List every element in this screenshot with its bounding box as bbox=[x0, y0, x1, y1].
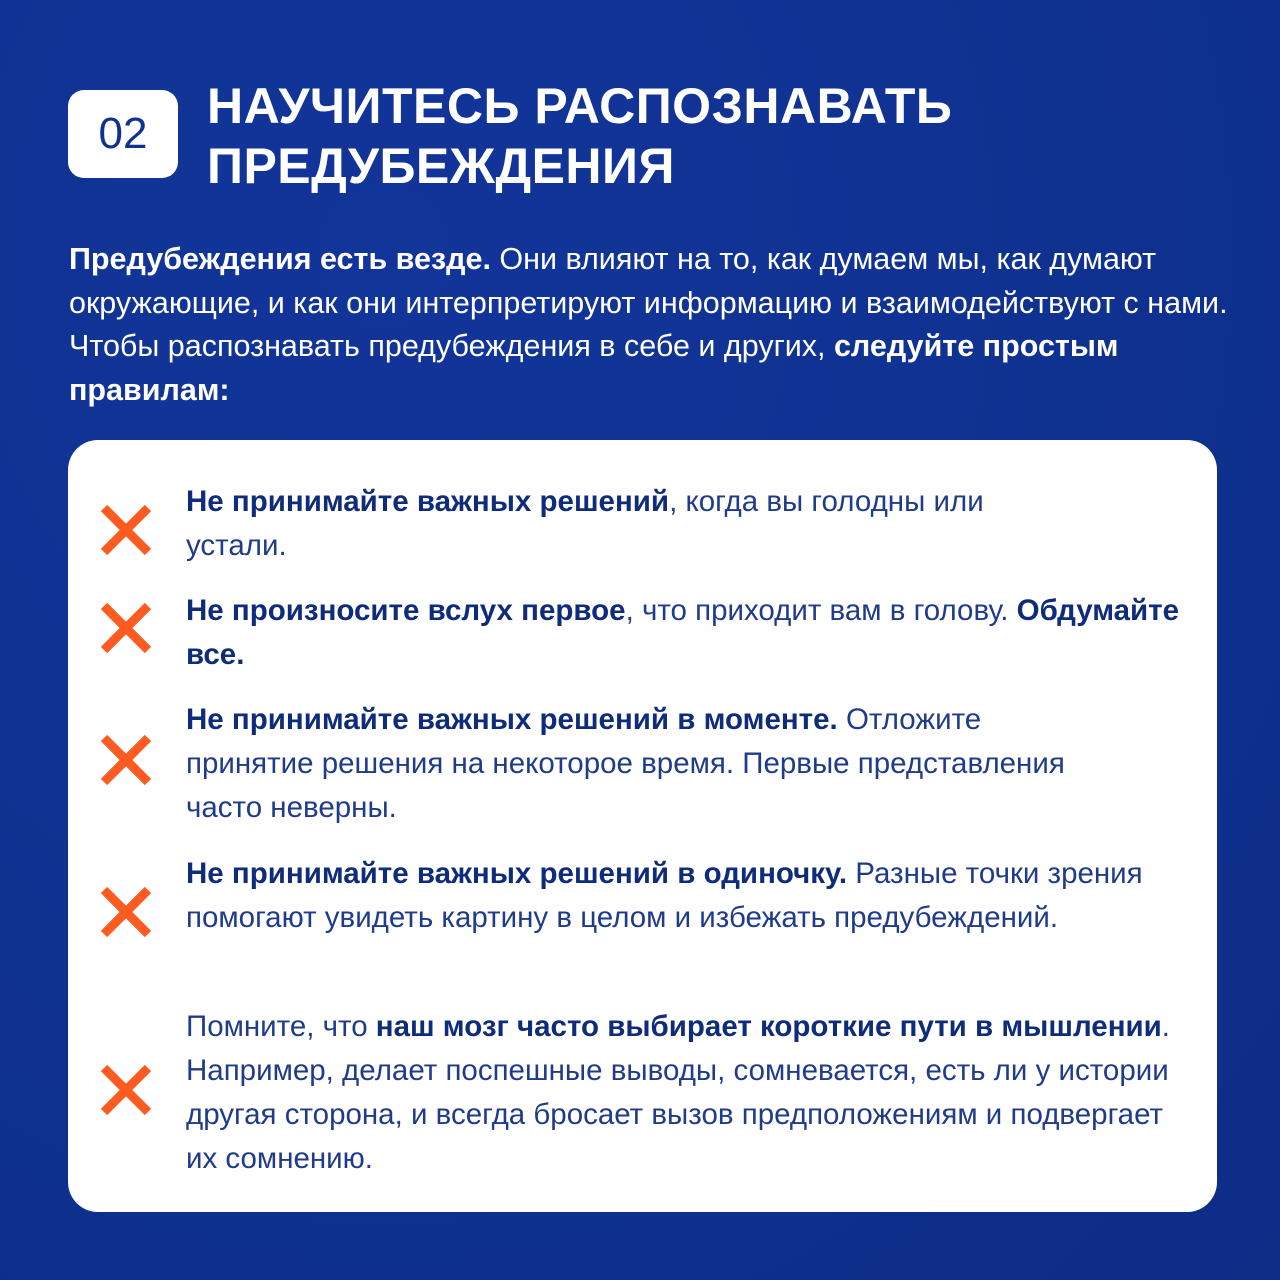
rule-text-3: Не принимайте важных решений в моменте. Отложите принятие решения на некоторое время. Первые представления часто неверны. bbox=[186, 703, 1065, 824]
section-number-badge bbox=[68, 90, 178, 178]
rule-text-4: Не принимайте важных решений в одиночку. Разные точки зрения помогают увидеть картину в целом и избежать предубеждений. bbox=[186, 857, 1143, 934]
cross-icon bbox=[98, 1062, 154, 1118]
cross-icon bbox=[98, 600, 154, 656]
cross-icon bbox=[98, 732, 154, 788]
rule-text-5: Помните, что наш мозг часто выбирает короткие пути в мышлении. Например, делает поспешные выводы, сомневается, есть ли у истории другая сторона, и всегда бросает вызов предположениям и подвергает их сомнению. bbox=[186, 1010, 1170, 1175]
page-title-line-1: НАУЧИТЕСЬ РАСПОЗНАВАТЬ bbox=[207, 78, 953, 134]
intro-bold-tail: следуйте простым правилам: bbox=[69, 329, 1119, 407]
rules-card bbox=[68, 440, 1217, 1212]
section-number: 02 bbox=[98, 109, 148, 158]
intro-paragraph bbox=[69, 238, 1229, 412]
rule-text-1: Не принимайте важных решений, когда вы голодны или устали. bbox=[186, 485, 984, 562]
cross-icon bbox=[98, 884, 154, 940]
page-title-line-2: ПРЕДУБЕЖДЕНИЯ bbox=[207, 138, 675, 194]
intro-text: Они влияют на то, как думаем мы, как думают окружающие, и как они интерпретируют информацию и взаимодействуют с нами. Чтобы распознавать предубеждения в себе и других, bbox=[69, 242, 1228, 363]
cross-icon bbox=[98, 502, 154, 558]
page-title bbox=[207, 76, 1207, 196]
intro-bold-lead: Предубеждения есть везде. bbox=[69, 242, 491, 276]
rule-text-2: Не произносите вслух первое, что приходит вам в голову. Обдумайте все. bbox=[186, 594, 1180, 671]
